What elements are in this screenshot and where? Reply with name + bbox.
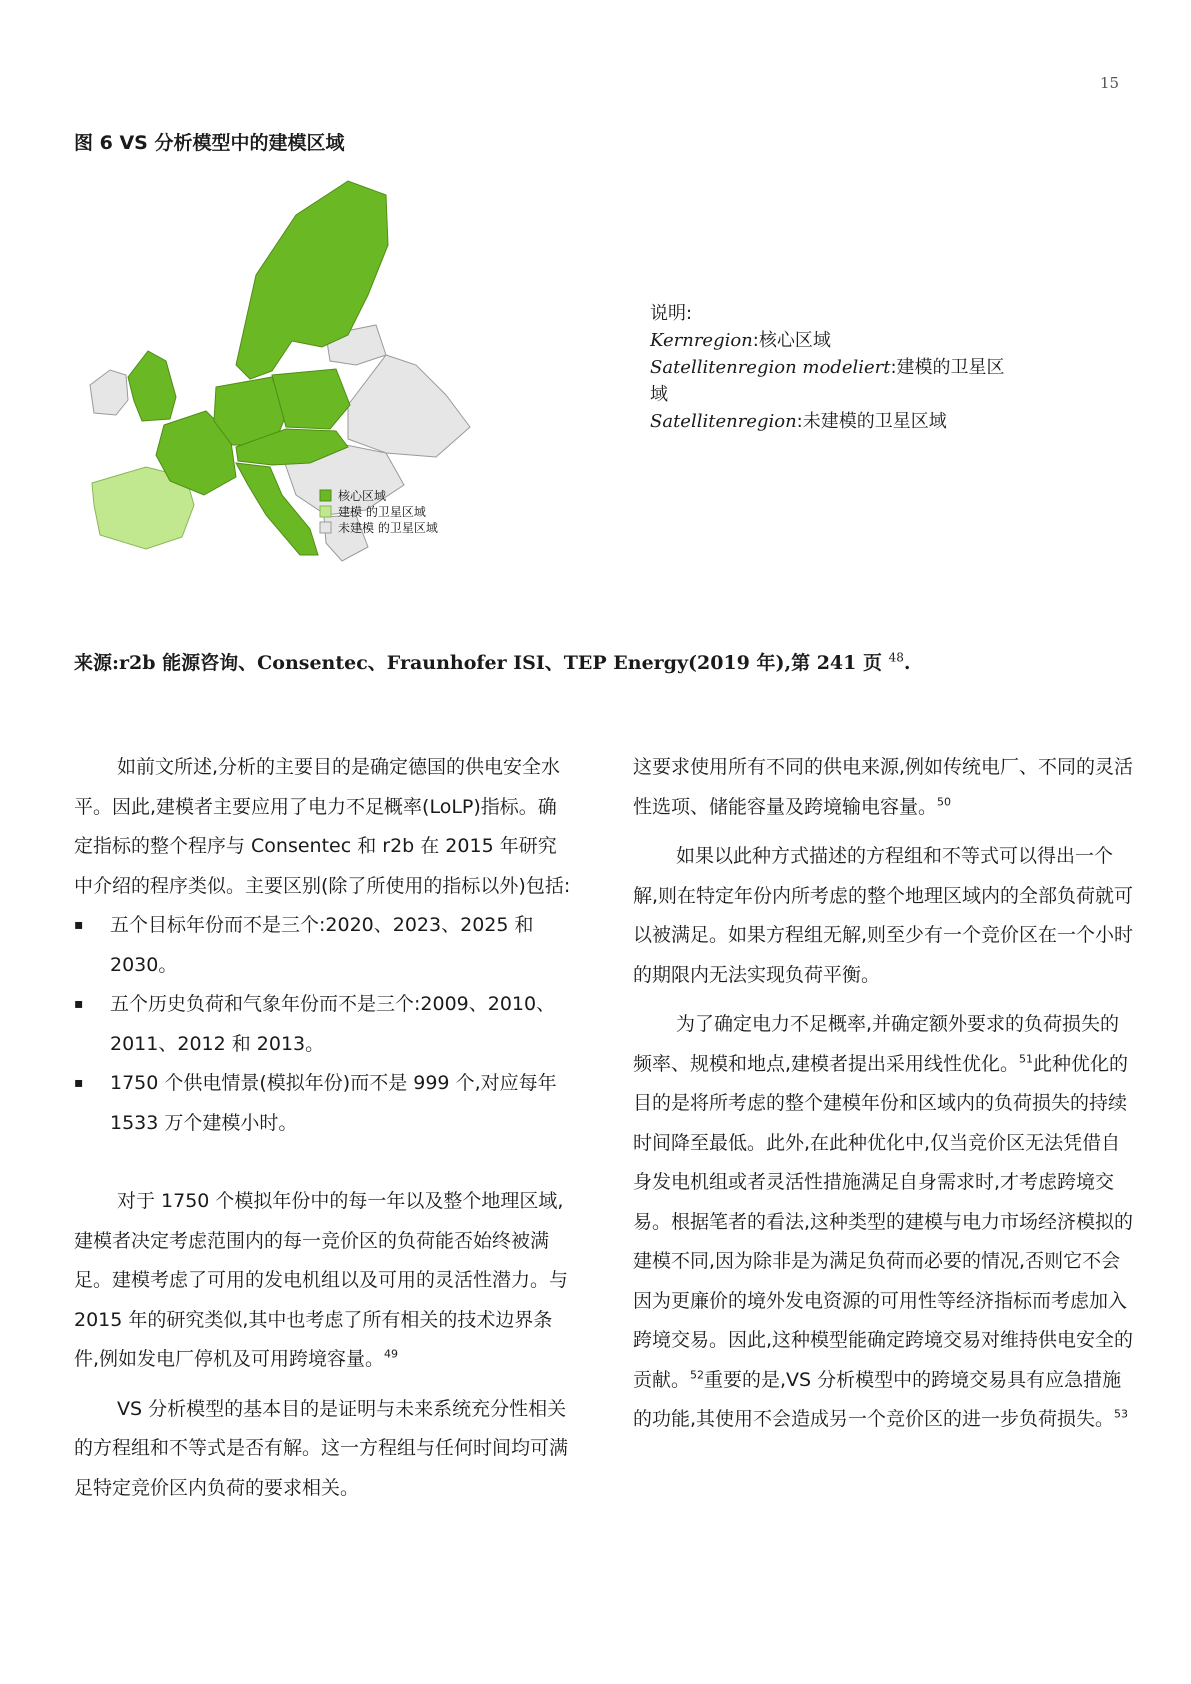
figure-title: 图 6 VS 分析模型中的建模区域 (74, 132, 345, 154)
europe-map (86, 165, 516, 595)
figure-caption (650, 300, 1050, 435)
footnote-ref[interactable]: 51 (1019, 1052, 1034, 1066)
paragraph-text: 这要求使用所有不同的供电来源,例如传统电厂、不同的灵活性选项、储能容量及跨境输电容量。 (633, 756, 1134, 818)
caption-term: Satellitenregion (650, 411, 797, 432)
footnote-ref[interactable]: 50 (937, 795, 952, 809)
paragraph (633, 748, 1138, 827)
legend-unmodeled: 未建模 的卫星区域 (338, 521, 438, 535)
left-column (74, 748, 574, 1508)
list-item: ▪ 五个目标年份而不是三个:2020、2023、2025 和 2030。 (74, 906, 574, 985)
footnote-ref[interactable]: 52 (690, 1368, 705, 1382)
caption-desc: :核心区域 (752, 330, 831, 351)
paragraph: 如果以此种方式描述的方程组和不等式可以得出一个解,则在特定年份内所考虑的整个地理区域内的全部负荷就可以被满足。如果方程组无解,则至少有一个竞价区在一个小时的期限内无法实现负荷平衡。 (633, 845, 1134, 986)
legend-core: 核心区域 (338, 489, 387, 503)
paragraph-text: 此种优化的目的是将所考虑的整个建模年份和区域内的负荷损失的持续时间降至最低。此外,在此种优化中,仅当竞价区无法凭借自身发电机组或者灵活性措施满足自身需求时,才考虑跨境交易。根据笔者的看法,这种类型的建模与电力市场经济模拟的建模不同,因为除非是为满足负荷而必要的情况,否则它不会因为更廉价的境外发电资源的可用性等经济指标而考虑加入跨境交易。因此,这种模型能确定跨境交易对维持供电安全的贡献。 (633, 1052, 1134, 1391)
page-number: 15 (1100, 74, 1120, 92)
paragraph-text: 为了确定电力不足概率,并确定额外要求的负荷损失的频率、规模和地点,建模者提出采用线性优化。 (633, 1013, 1120, 1075)
figure-source (74, 648, 911, 675)
map-region-uk (128, 351, 176, 421)
footnote-ref[interactable]: 49 (384, 1347, 399, 1361)
caption-desc: :未建模的卫星区域 (796, 411, 947, 432)
bullet-list (74, 906, 574, 1143)
footnote-ref[interactable]: 48 (888, 650, 904, 665)
right-column (633, 748, 1138, 1440)
paragraph (74, 1182, 574, 1380)
caption-term: Kernregion (650, 330, 753, 351)
paragraph-text: 对于 1750 个模拟年份中的每一年以及整个地理区域,建模者决定考虑范围内的每一竞价区的负荷能否始终被满足。建模考虑了可用的发电机组以及可用的灵活性潜力。与 2015 年的研究类似,其中也考虑了所有相关的技术边界条件,例如发电厂停机及可用跨境容量。 (74, 1190, 569, 1370)
source-end: . (903, 652, 911, 674)
legend-modeled: 建模 的卫星区域 (338, 505, 426, 519)
footnote-ref[interactable]: 53 (1114, 1407, 1129, 1421)
map-region-ireland (90, 370, 128, 415)
map-legend (320, 488, 438, 535)
map-region-belarus-ukraine (348, 355, 470, 457)
paragraph: 如前文所述,分析的主要目的是确定德国的供电安全水平。因此,建模者主要应用了电力不足概率(LoLP)指标。确定指标的整个程序与 Consentec 和 r2b 在 2015 年研究中介绍的程序类似。主要区别(除了所使用的指标以外)包括: (74, 756, 571, 897)
caption-heading: 说明: (650, 303, 693, 324)
caption-desc: :建模的卫星区 (890, 357, 1005, 378)
list-item: ▪ 五个历史负荷和气象年份而不是三个:2009、2010、2011、2012 和 2013。 (74, 985, 574, 1064)
paragraph: VS 分析模型的基本目的是证明与未来系统充分性相关的方程组和不等式是否有解。这一方程组与任何时间均可满足特定竞价区内负荷的要求相关。 (74, 1397, 569, 1499)
paragraph-text: 重要的是,VS 分析模型中的跨境交易具有应急措施的功能,其使用不会造成另一个竞价区的进一步负荷损失。 (633, 1368, 1122, 1430)
map-region-poland (272, 369, 350, 429)
list-item: ▪ 1750 个供电情景(模拟年份)而不是 999 个,对应每年 1533 万个建模小时。 (74, 1064, 574, 1143)
caption-term: Satellitenregion modeliert (650, 357, 891, 378)
source-text: 来源:r2b 能源咨询、Consentec、Fraunhofer ISI、TEP Energy(2019 年),第 241 页 (74, 652, 882, 674)
paragraph (633, 1005, 1138, 1440)
caption-desc: 域 (650, 384, 668, 405)
